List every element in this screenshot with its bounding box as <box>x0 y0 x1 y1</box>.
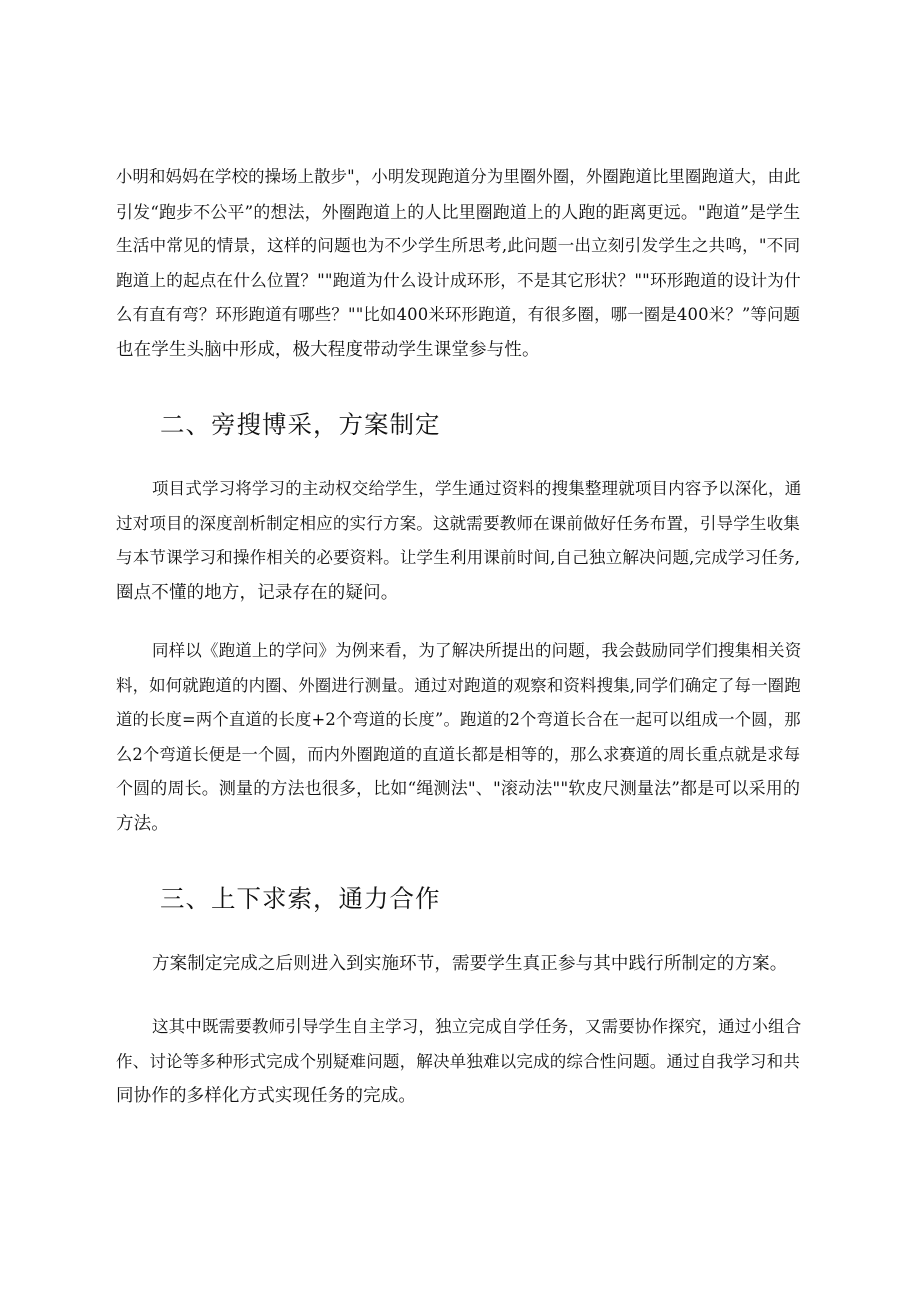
text-line: 个圆的周长。测量的方法也很多，比如“绳测法"、"滚动法""软皮尺测量法”都是可以采用的 <box>116 779 801 800</box>
text-line: 也在学生头脑中形成，极大程度带动学生课堂参与性。 <box>116 339 540 360</box>
text-line: 生活中常见的情景，这样的问题也为不少学生所思考,此问题一出立刻引发学生之共鸣，"不同 <box>116 236 801 256</box>
text-line: 方法。 <box>116 813 169 834</box>
section-heading-3: 三、上下求索，通力合作 <box>160 884 441 913</box>
text-line: 道的长度=两个直道的长度+2个弯道的长度”。跑道的2个弯道长合在一起可以组成一个圆，那 <box>116 710 801 730</box>
text-line: 引发“跑步不公平”的想法，外圈跑道上的人比里圈跑道上的人跑的距离更远。"跑道”是学生 <box>116 201 801 222</box>
text-line: 项目式学习将学习的主动权交给学生，学生通过资料的搜集整理就项目内容予以深化，通 <box>152 479 802 498</box>
paragraph-running-track-question <box>116 160 804 368</box>
text-line: 跑道上的起点在什么位置？""跑道为什么设计成环形，不是其它形状？""环形跑道的设计为什 <box>116 270 801 290</box>
text-line: 同样以《跑道上的学问》为例来看，为了解决所提出的问题，我会鼓励同学们搜集相关资 <box>152 641 802 660</box>
text-line: 作、讨论等多种形式完成个别疑难问题，解决单独难以完成的综合性问题。通过自我学习和共 <box>116 1051 800 1071</box>
section-heading-2: 二、旁搜博采，方案制定 <box>160 410 441 439</box>
text-line: 同协作的多样化方式实现任务的完成。 <box>116 1086 417 1107</box>
text-line: 这其中既需要教师引导学生自主学习，独立完成自学任务，又需要协作探究，通过小组合 <box>152 1017 802 1036</box>
paragraph-project-learning <box>116 472 804 610</box>
text-line: 与本节课学习和操作相关的必要资料。让学生利用课前时间,自己独立解决问题,完成学习任务, <box>116 548 801 568</box>
paragraph-implementation <box>116 947 804 982</box>
text-line: 料，如何就跑道的内圈、外圈进行测量。通过对跑道的观察和资料搜集,同学们确定了每一圈跑 <box>116 675 801 695</box>
paragraph-collaboration <box>116 1010 804 1114</box>
text-line: 小明和妈妈在学校的操场上散步"，小明发现跑道分为里圈外圈，外圈跑道比里圈跑道大，由此 <box>116 167 801 186</box>
text-line: 么2个弯道长便是一个圆，而内外圈跑道的直道长都是相等的，那么求赛道的周长重点就是求每 <box>116 744 801 764</box>
text-line: 么有直有弯？环形跑道有哪些？""比如400米环形跑道，有很多圈，哪一圈是400米？”等问题 <box>116 305 801 325</box>
text-line: 过对项目的深度剖析制定相应的实行方案。这就需要教师在课前做好任务布置，引导学生收集 <box>116 513 800 533</box>
text-line: 圈点不懂的地方，记录存在的疑问。 <box>116 582 399 603</box>
paragraph-track-measurement <box>116 634 804 842</box>
text-line: 方案制定完成之后则进入到实施环节，需要学生真正参与其中践行所制定的方案。 <box>152 954 788 974</box>
